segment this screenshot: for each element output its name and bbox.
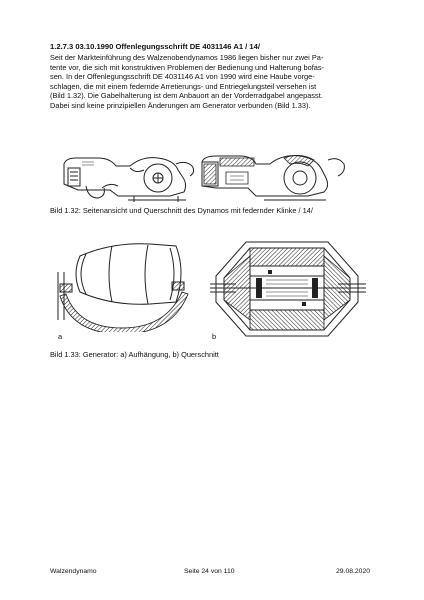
paragraph-line: Seit der Markteinführung des Walzenobendynamos 1986 liegen bisher nur zwei Pa- bbox=[50, 53, 324, 62]
section-heading: 1.2.7.3 03.10.1990 Offenlegungsschrift DE 4031146 A1 / 14/ bbox=[50, 42, 260, 51]
footer-center: Seite 24 von 110 bbox=[184, 568, 235, 575]
paragraph-line: Dabei sind keine prinzipiellen Änderungen am Generator verbunden (Bild 1.33). bbox=[50, 100, 311, 110]
footer-right: 29.08.2020 bbox=[336, 568, 371, 575]
paragraph-line: tente vor, die sich mit konstruktiven Problemen der Bedienung und Halterung bofas- bbox=[50, 62, 325, 72]
figure-132-side-view bbox=[58, 142, 208, 204]
figure-132-cross-section bbox=[196, 138, 352, 204]
paragraph-line: schlagen, die mit einem federnde Arretierungs- und Entriegelungsteil versehen ist bbox=[50, 81, 317, 91]
body-paragraph bbox=[50, 53, 376, 111]
figure-132-caption: Bild 1.32: Seitenansicht und Querschnitt des Dynamos mit federnder Klinke / 14/ bbox=[50, 206, 313, 215]
figure-133-caption: Bild 1.33: Generator: a) Aufhängung, b) Querschnitt bbox=[50, 350, 219, 359]
figure-133-label-a: a bbox=[58, 332, 63, 341]
paragraph-line: sen. In der Offenlegungsschrift DE 4031146 A1 von 1990 wird eine Haube vorge- bbox=[50, 72, 315, 82]
figure-133-label-b: b bbox=[212, 332, 217, 341]
paragraph-line: (Bild 1.32). Die Gabelhalterung ist dem Anbauort an der Vorderradgabel angepasst. bbox=[50, 91, 323, 101]
figure-133a-suspension bbox=[52, 236, 196, 332]
footer-left: Walzendynamo bbox=[50, 568, 97, 575]
figure-133b-cross-section bbox=[206, 232, 370, 344]
